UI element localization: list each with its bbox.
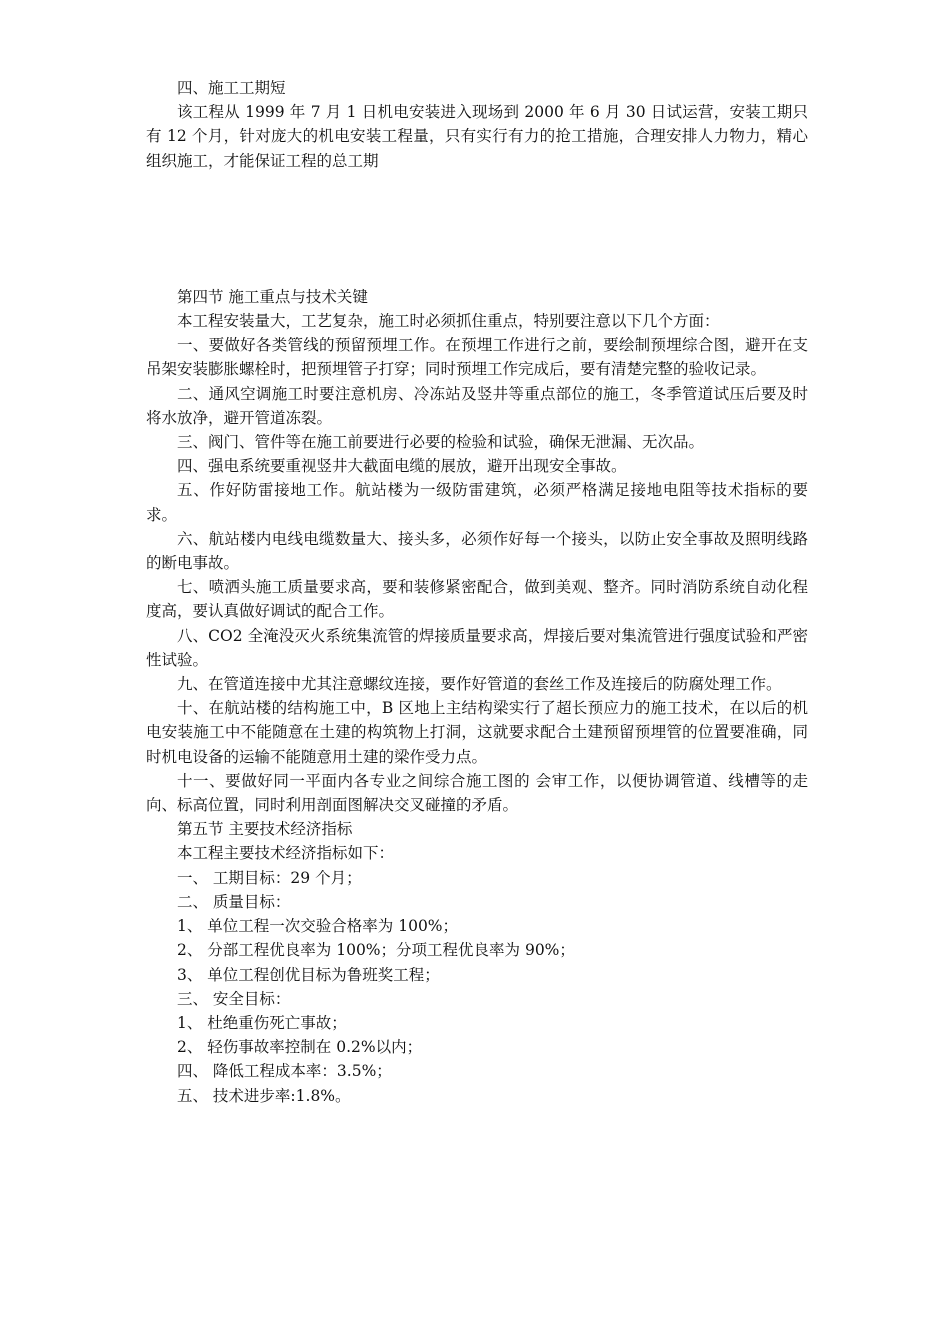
list-item: 五、 技术进步率:1.8%。	[177, 1086, 351, 1105]
list-item: 2、 分部工程优良率为 100%；分项工程优良率为 90%；	[177, 941, 575, 960]
list-item: 三、阀门、管件等在施工前要进行必要的检验和试验，确保无泄漏、无次品。	[177, 433, 705, 452]
paragraph: 本工程安装量大，工艺复杂，施工时必须抓住重点，特别要注意以下几个方面：	[177, 312, 720, 331]
list-item: 四、强电系统要重视竖井大截面电缆的展放，避开出现安全事故。	[177, 457, 627, 476]
paragraph: 本工程主要技术经济指标如下：	[177, 844, 395, 863]
list-item: 九、在管道连接中尤其注意螺纹连接，要作好管道的套丝工作及连接后的防腐处理工作。	[177, 675, 782, 694]
list-item: 1、 单位工程一次交验合格率为 100%；	[177, 917, 459, 936]
list-item: 六、航站楼内电线电缆数量大、接头多，必须作好每一个接头，以防止安全事故及照明线路的断电事故。	[146, 529, 808, 573]
chapter-heading: 第五节 主要技术经济指标	[177, 820, 353, 839]
list-item: 五、作好防雷接地工作。航站楼为一级防雷建筑，必须严格满足接地电阻等技术指标的要求。	[146, 481, 808, 524]
list-item: 十、在航站楼的结构施工中，B 区地上主结构梁实行了超长预应力的施工技术，在以后的机电安装施工中不能随意在土建的构筑物上打洞，这就要求配合土建预留预埋管的位置要准确，同时机电设备的运输不能随意用土建的梁作受力点。	[146, 699, 808, 766]
list-item: 3、 单位工程创优目标为鲁班奖工程；	[177, 965, 440, 984]
list-item: 2、 轻伤事故率控制在 0.2%以内；	[177, 1038, 423, 1057]
chapter-heading: 第四节 施工重点与技术关键	[177, 287, 368, 306]
paragraph: 该工程从 1999 年 7 月 1 日机电安装进入现场到 2000 年 6 月 30 日试运营，安装工期只有 12 个月，针对庞大的机电安装工程量，只有实行有力的抢工措施，合理安排人力物力，精心组织施工，才能保证工程的总工期	[146, 103, 808, 170]
list-item: 一、 工期目标：29 个月；	[177, 868, 362, 887]
list-item: 二、通风空调施工时要注意机房、冷冻站及竖井等重点部位的施工，冬季管道试压后要及时将水放净，避开管道冻裂。	[146, 384, 808, 427]
list-item: 八、CO2 全淹没灭火系统集流管的焊接质量要求高，焊接后要对集流管进行强度试验和严密性试验。	[146, 626, 808, 669]
list-item: 四、 降低工程成本率：3.5%；	[177, 1062, 392, 1081]
list-item: 二、 质量目标：	[177, 892, 291, 911]
list-item: 三、 安全目标：	[177, 989, 291, 1008]
list-item: 十一、要做好同一平面内各专业之间综合施工图的 会审工作，以便协调管道、线槽等的走向、标高位置，同时利用剖面图解决交叉碰撞的矛盾。	[146, 771, 808, 815]
document-page	[146, 76, 808, 1108]
list-item: 1、 杜绝重伤死亡事故；	[177, 1013, 347, 1032]
section-heading: 四、施工工期短	[177, 79, 286, 97]
list-item: 七、喷洒头施工质量要求高，要和装修紧密配合，做到美观、整齐。同时消防系统自动化程度高，要认真做好调试的配合工作。	[146, 578, 808, 621]
list-item: 一、要做好各类管线的预留预埋工作。在预埋工作进行之前，要绘制预埋综合图，避开在支吊架安装膨胀螺栓时，把预埋管子打穿；同时预埋工作完成后，要有清楚完整的验收记录。	[146, 336, 808, 379]
blank-gap	[146, 173, 808, 285]
